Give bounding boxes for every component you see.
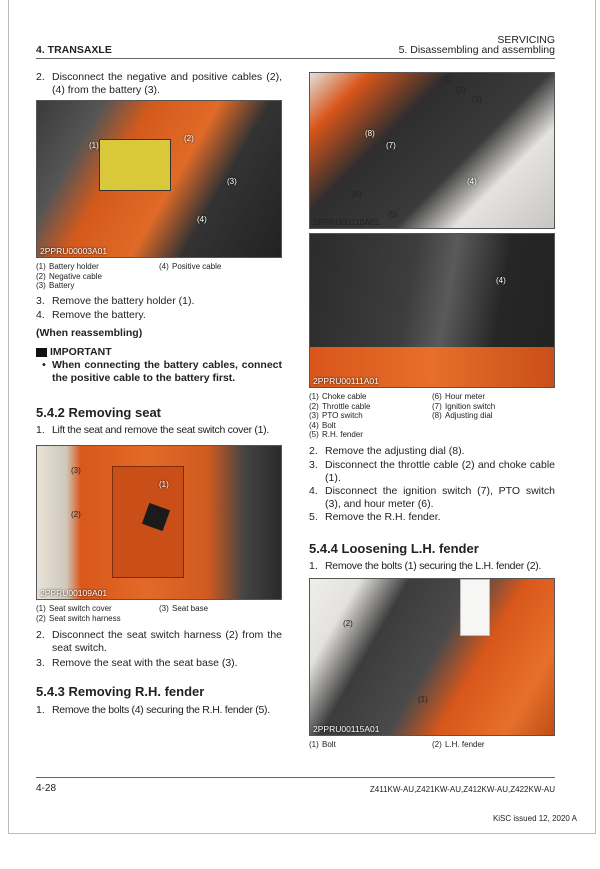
step-number: 2.: [36, 71, 45, 83]
lh-fender-photo: [309, 578, 555, 736]
callout: (4): [496, 276, 506, 285]
header-section: SERVICING: [497, 34, 555, 46]
caption-num: (1): [36, 262, 46, 271]
step-number: 1.: [36, 704, 45, 716]
step-text: Remove the seat with the seat base (3).: [52, 657, 238, 669]
step-number: 1.: [36, 424, 45, 436]
step-remove-lh-bolts: [309, 560, 555, 573]
model-list: Z411KW-AU,Z421KW-AU,Z412KW-AU,Z422KW-AU: [369, 785, 555, 794]
image-code: 2PPRU00110A01: [313, 217, 380, 227]
rh-fender-caption: [309, 392, 555, 440]
caption-num: (3): [309, 411, 319, 420]
rh-fender-bolt-photo: [309, 233, 555, 388]
header-chapter: 4. TRANSAXLE: [36, 44, 112, 56]
image-code: 2PPRU00115A01: [313, 724, 380, 734]
step-text: Disconnect the negative and positive cables (2), (4) from the battery (3).: [52, 71, 282, 96]
caption-text: PTO switch: [322, 411, 363, 420]
callout: (3): [472, 95, 482, 104]
step-number: 4.: [36, 309, 45, 321]
caption-text: R.H. fender: [322, 430, 363, 439]
step-remove-rh-bolts: [36, 704, 282, 717]
caption-text: Throttle cable: [322, 401, 371, 411]
heading-5-4-2: 5.4.2 Removing seat: [36, 405, 161, 420]
image-code: 2PPRU00003A01: [40, 246, 108, 256]
caption-text: Seat switch cover: [49, 604, 112, 613]
callout: (2): [71, 510, 81, 519]
step-disconnect-throttle: [309, 459, 555, 485]
battery-label-image: [99, 139, 171, 191]
callout: (2): [456, 86, 466, 95]
step-lift-seat: [36, 424, 282, 437]
caption-num: (2): [36, 613, 46, 623]
header-rule: [36, 58, 555, 59]
important-label: IMPORTANT: [50, 346, 112, 358]
caption-num: (4): [159, 262, 169, 271]
caption-num: (3): [159, 604, 169, 613]
callout: (1): [159, 480, 169, 489]
callout: (2): [184, 134, 194, 143]
step-text: Disconnect the seat switch harness (2) from the seat switch.: [52, 629, 282, 654]
caption-num: (1): [309, 392, 319, 401]
caption-num: (5): [309, 430, 319, 439]
step-text: Remove the R.H. fender.: [325, 511, 441, 523]
reservoir-image: [460, 579, 490, 636]
step-number: 5.: [309, 511, 318, 523]
heading-5-4-4: 5.4.4 Loosening L.H. fender: [309, 541, 479, 556]
callout: (1): [89, 141, 99, 150]
image-code: 2PPRU00109A01: [40, 588, 108, 598]
step-remove-rh-fender: [309, 511, 555, 524]
callout: (4): [197, 215, 207, 224]
caption-num: (8): [432, 411, 442, 420]
heading-5-4-3: 5.4.3 Removing R.H. fender: [36, 684, 205, 699]
step-remove-dial: [309, 445, 555, 458]
lh-fender-caption: [309, 740, 555, 750]
step-2-disconnect-cables: [36, 71, 282, 97]
step-text: Remove the bolts (4) securing the R.H. fender (5).: [52, 704, 270, 716]
callout: (5): [388, 210, 398, 219]
caption-num: (6): [432, 392, 442, 401]
step-text: Lift the seat and remove the seat switch cover (1).: [52, 424, 269, 436]
step-text: Remove the battery.: [52, 309, 146, 321]
step-number: 3.: [36, 295, 45, 307]
caption-num: (4): [309, 420, 319, 430]
callout: (3): [71, 466, 81, 475]
caption-text: Battery: [49, 281, 75, 290]
callout: (1): [442, 75, 452, 84]
caption-text: Seat base: [172, 604, 209, 613]
step-text: Disconnect the ignition switch (7), PTO switch (3), and hour meter (6).: [325, 485, 555, 510]
rh-fender-photo: [309, 72, 555, 229]
step-number: 3.: [36, 657, 45, 669]
caption-num: (2): [432, 740, 442, 749]
important-text: When connecting the battery cables, connect the positive cable to the battery first.: [52, 359, 282, 384]
step-4: [36, 309, 282, 322]
caption-num: (2): [36, 271, 46, 281]
reassembling-label: (When reassembling): [36, 327, 143, 339]
image-code: 2PPRU00111A01: [313, 376, 379, 386]
caption-num: (7): [432, 401, 442, 411]
step-number: 4.: [309, 485, 318, 497]
callout: (8): [365, 129, 375, 138]
caption-num: (1): [309, 740, 319, 749]
callout: (6): [352, 190, 362, 199]
step-number: 2.: [36, 629, 45, 641]
callout: (3): [227, 177, 237, 186]
step-text: Disconnect the throttle cable (2) and choke cable (1).: [325, 459, 555, 484]
important-square-icon: [36, 348, 47, 357]
caption-text: L.H. fender: [445, 740, 485, 749]
caption-text: Battery holder: [49, 262, 99, 271]
caption-num: (2): [309, 401, 319, 411]
battery-photo: [36, 100, 282, 258]
issue-info: KiSC issued 12, 2020 A: [492, 814, 577, 823]
step-3: [36, 295, 282, 308]
step-text: Remove the adjusting dial (8).: [325, 445, 465, 457]
step-number: 2.: [309, 445, 318, 457]
footer-rule: [36, 777, 555, 778]
caption-text: Hour meter: [445, 392, 486, 401]
callout: (4): [467, 177, 477, 186]
step-number: 3.: [309, 459, 318, 471]
caption-text: Ignition switch: [445, 401, 496, 411]
header-subsection: 5. Disassembling and assembling: [398, 44, 555, 56]
page-number: 4-28: [36, 783, 57, 794]
step-disconnect-harness: [36, 629, 282, 655]
callout: (7): [386, 141, 396, 150]
important-bullet: [36, 359, 282, 385]
step-number: 1.: [309, 560, 318, 572]
caption-text: Choke cable: [322, 392, 367, 401]
caption-num: (1): [36, 604, 46, 613]
step-remove-seat: [36, 657, 282, 670]
battery-caption: [36, 262, 282, 291]
step-text: Remove the battery holder (1).: [52, 295, 195, 307]
seat-caption: [36, 604, 282, 623]
caption-num: (3): [36, 281, 46, 290]
caption-text: Negative cable: [49, 271, 102, 281]
bullet-icon: •: [42, 359, 46, 371]
caption-text: Seat switch harness: [49, 613, 121, 623]
important-heading: [36, 346, 112, 358]
seat-photo: [36, 445, 282, 600]
callout: (2): [343, 619, 353, 628]
step-disconnect-ignition: [309, 485, 555, 511]
caption-text: Bolt: [322, 740, 336, 749]
caption-text: Bolt: [322, 420, 336, 430]
callout: (1): [418, 695, 428, 704]
step-text: Remove the bolts (1) securing the L.H. fender (2).: [325, 560, 542, 572]
caption-text: Adjusting dial: [445, 411, 493, 420]
caption-text: Positive cable: [172, 262, 222, 271]
